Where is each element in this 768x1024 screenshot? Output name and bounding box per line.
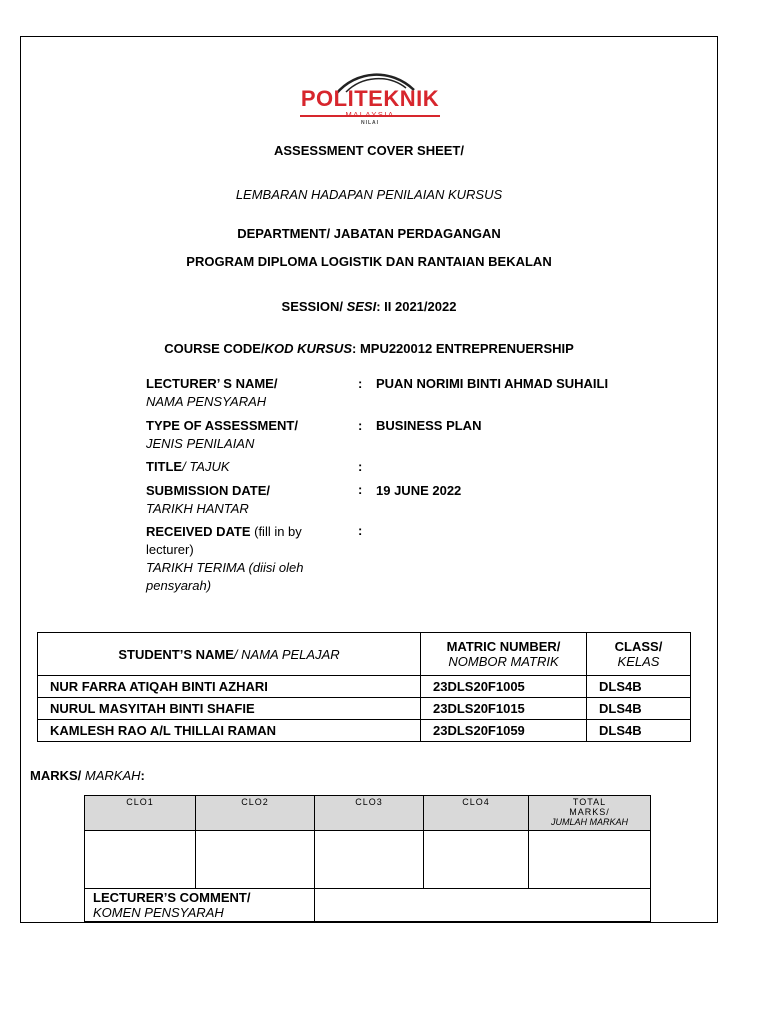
- lecturer-colon: :: [358, 376, 363, 391]
- course-code: [20, 341, 718, 357]
- session-label-ms: SESI: [346, 299, 377, 314]
- marks-header-row: [85, 796, 651, 831]
- type-label: TYPE OF ASSESSMENT/ JENIS PENILAIAN: [146, 418, 298, 451]
- matric-number: 23DLS20F1015: [421, 698, 587, 720]
- lecturer-label: LECTURER’ S NAME/ NAMA PENSYARAH: [146, 376, 278, 409]
- table-row: [38, 676, 691, 698]
- received-label: RECEIVED DATE (fill in by lecturer) TARIKH TERIMA (diisi oleh pensyarah): [146, 524, 304, 593]
- title-en: ASSESSMENT COVER SHEET/: [274, 143, 464, 158]
- total-mark-cell[interactable]: [529, 831, 651, 889]
- matric-number: 23DLS20F1059: [421, 720, 587, 742]
- type-value: BUSINESS PLAN: [376, 418, 482, 433]
- course-label-ms: KOD KURSUS: [264, 341, 352, 356]
- session-label: SESSION/: [281, 299, 347, 314]
- session-value: : II 2021/2022: [376, 299, 457, 314]
- student-name: NURUL MASYITAH BINTI SHAFIE: [38, 698, 421, 720]
- lecturer-value: PUAN NORIMI BINTI AHMAD SUHAILI: [376, 376, 609, 391]
- marks-header-clo3: CLO3: [315, 796, 424, 831]
- clo4-mark-cell[interactable]: [424, 831, 529, 889]
- comment-field[interactable]: [315, 889, 651, 922]
- session: [20, 299, 718, 315]
- header-class: CLASS/ KELAS: [587, 633, 691, 676]
- matric-number: 23DLS20F1005: [421, 676, 587, 698]
- class-code: DLS4B: [587, 720, 691, 742]
- logo-wordmark: POLITEKNIK: [300, 86, 440, 111]
- received-colon: :: [358, 523, 363, 538]
- header-student-name: STUDENT’S NAME/ NAMA PELAJAR: [38, 633, 421, 676]
- clo3-mark-cell[interactable]: [315, 831, 424, 889]
- logo-campus: NILAI: [360, 120, 380, 126]
- header-matric: MATRIC NUMBER/ NOMBOR MATRIK: [421, 633, 587, 676]
- course-value: : MPU220012 ENTREPRENUERSHIP: [352, 341, 574, 356]
- submission-colon: :: [358, 482, 363, 497]
- cover-sheet-frame: [20, 36, 718, 923]
- clo2-mark-cell[interactable]: [196, 831, 315, 889]
- course-label: COURSE CODE/: [164, 341, 265, 356]
- clo1-mark-cell[interactable]: [85, 831, 196, 889]
- table-row: [38, 720, 691, 742]
- marks-table: [84, 795, 651, 922]
- type-colon: :: [358, 418, 363, 433]
- program: PROGRAM DIPLOMA LOGISTIK DAN RANTAIAN BEKALAN: [186, 254, 552, 269]
- marks-header-clo1: CLO1: [85, 796, 196, 831]
- title-ms: LEMBARAN HADAPAN PENILAIAN KURSUS: [235, 187, 503, 202]
- marks-header-clo2: CLO2: [196, 796, 315, 831]
- table-row: [38, 698, 691, 720]
- department: DEPARTMENT/ JABATAN PERDAGANGAN: [237, 226, 501, 241]
- comment-row: [85, 889, 651, 922]
- students-header-row: [38, 633, 691, 676]
- marks-header-total: TOTAL MARKS/ JUMLAH MARKAH: [529, 796, 651, 831]
- marks-header-clo4: CLO4: [424, 796, 529, 831]
- student-name: KAMLESH RAO A/L THILLAI RAMAN: [38, 720, 421, 742]
- marks-entry-row: [85, 831, 651, 889]
- title-colon: :: [358, 459, 363, 474]
- student-name: NUR FARRA ATIQAH BINTI AZHARI: [38, 676, 421, 698]
- logo-subtitle: MALAYSIA: [345, 110, 395, 119]
- title-label: TITLE/ TAJUK: [146, 459, 230, 474]
- submission-value: 19 JUNE 2022: [376, 483, 462, 498]
- politeknik-logo: [296, 68, 444, 130]
- comment-label: LECTURER’S COMMENT/ KOMEN PENSYARAH: [85, 889, 315, 922]
- students-table: [37, 632, 691, 742]
- submission-label: SUBMISSION DATE/ TARIKH HANTAR: [146, 483, 270, 516]
- class-code: DLS4B: [587, 698, 691, 720]
- marks-label: MARKS/ MARKAH:: [30, 768, 145, 783]
- class-code: DLS4B: [587, 676, 691, 698]
